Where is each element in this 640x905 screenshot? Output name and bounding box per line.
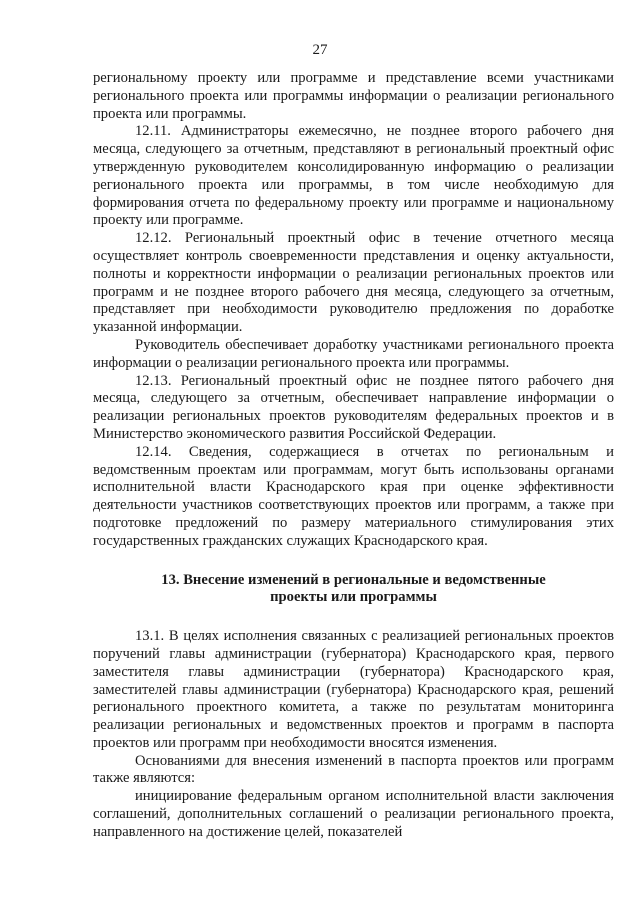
paragraph-12-13: 12.13. Региональный проектный офис не позднее пятого рабочего дня месяца, следующего за отчетным, обеспечивает направление информации о реализации региональных проектов руководителям федеральных проектов и в Министерство экономического развития Российской Федерации. xyxy=(93,372,614,442)
section-heading xyxy=(93,572,614,608)
paragraph-12-12: 12.12. Региональный проектный офис в течение отчетного месяца осуществляет контроль своевременности представления и оценку актуальности, полноты и корректности информации о реализации региональных проектов или программ и не позднее второго рабочего дня месяца, следующего за отчетным, представляет при необходимости руководителю предложения по доработке указанной информации. xyxy=(93,230,614,336)
page-number: 27 xyxy=(312,42,328,58)
paragraph-initiation: инициирование федеральным органом исполнительной власти заключения соглашений, дополнительных соглашений о реализации регионального проекта, направленного на достижение целей, показателей xyxy=(93,788,614,840)
paragraph-12-14: 12.14. Сведения, содержащиеся в отчетах по региональным и ведомственным проектам или программам, могут быть использованы органами исполнительной власти Краснодарского края при оценке эффективности деятельности участников соответствующих проектов или программ, а также при подготовке предложений по размеру материального стимулирования этих государственных гражданских служащих Краснодарского края. xyxy=(93,443,614,549)
section-heading-line-2: проекты или программы xyxy=(270,589,437,606)
paragraph-13-1: 13.1. В целях исполнения связанных с реализацией региональных проектов поручений главы администрации (губернатора) Краснодарского края, первого заместителя главы администрации (губернатора) Краснодарского края, заместителей главы администрации (губернатора) Краснодарского края, решений регионального проектного комитета, а также по результатам мониторинга реализации региональных и ведомственных проектов и программ в паспорта проектов или программ при необходимости вносятся изменения. xyxy=(93,628,614,751)
paragraph-12-11: 12.11. Администраторы ежемесячно, не позднее второго рабочего дня месяца, следующего за отчетным, представляют в региональный проектный офис утвержденную руководителем консолидированную информацию о реализации регионального проекта или программы, в том числе необходимую для формирования отчета по федеральному проекту или программе и национальному проекту или программе. xyxy=(93,123,614,229)
paragraph-grounds: Основаниями для внесения изменений в паспорта проектов или программ также являются: xyxy=(93,752,614,787)
paragraph-continuation: региональному проекту или программе и представление всеми участниками регионального проекта или программы информации о реализации регионального проекта или программы. xyxy=(93,70,614,122)
section-heading-line-1: 13. Внесение изменений в региональные и ведомственные xyxy=(161,571,546,588)
paragraph-supervisor: Руководитель обеспечивает доработку участниками регионального проекта информации о реализации регионального проекта или программы. xyxy=(93,336,614,371)
document-body xyxy=(93,70,614,842)
